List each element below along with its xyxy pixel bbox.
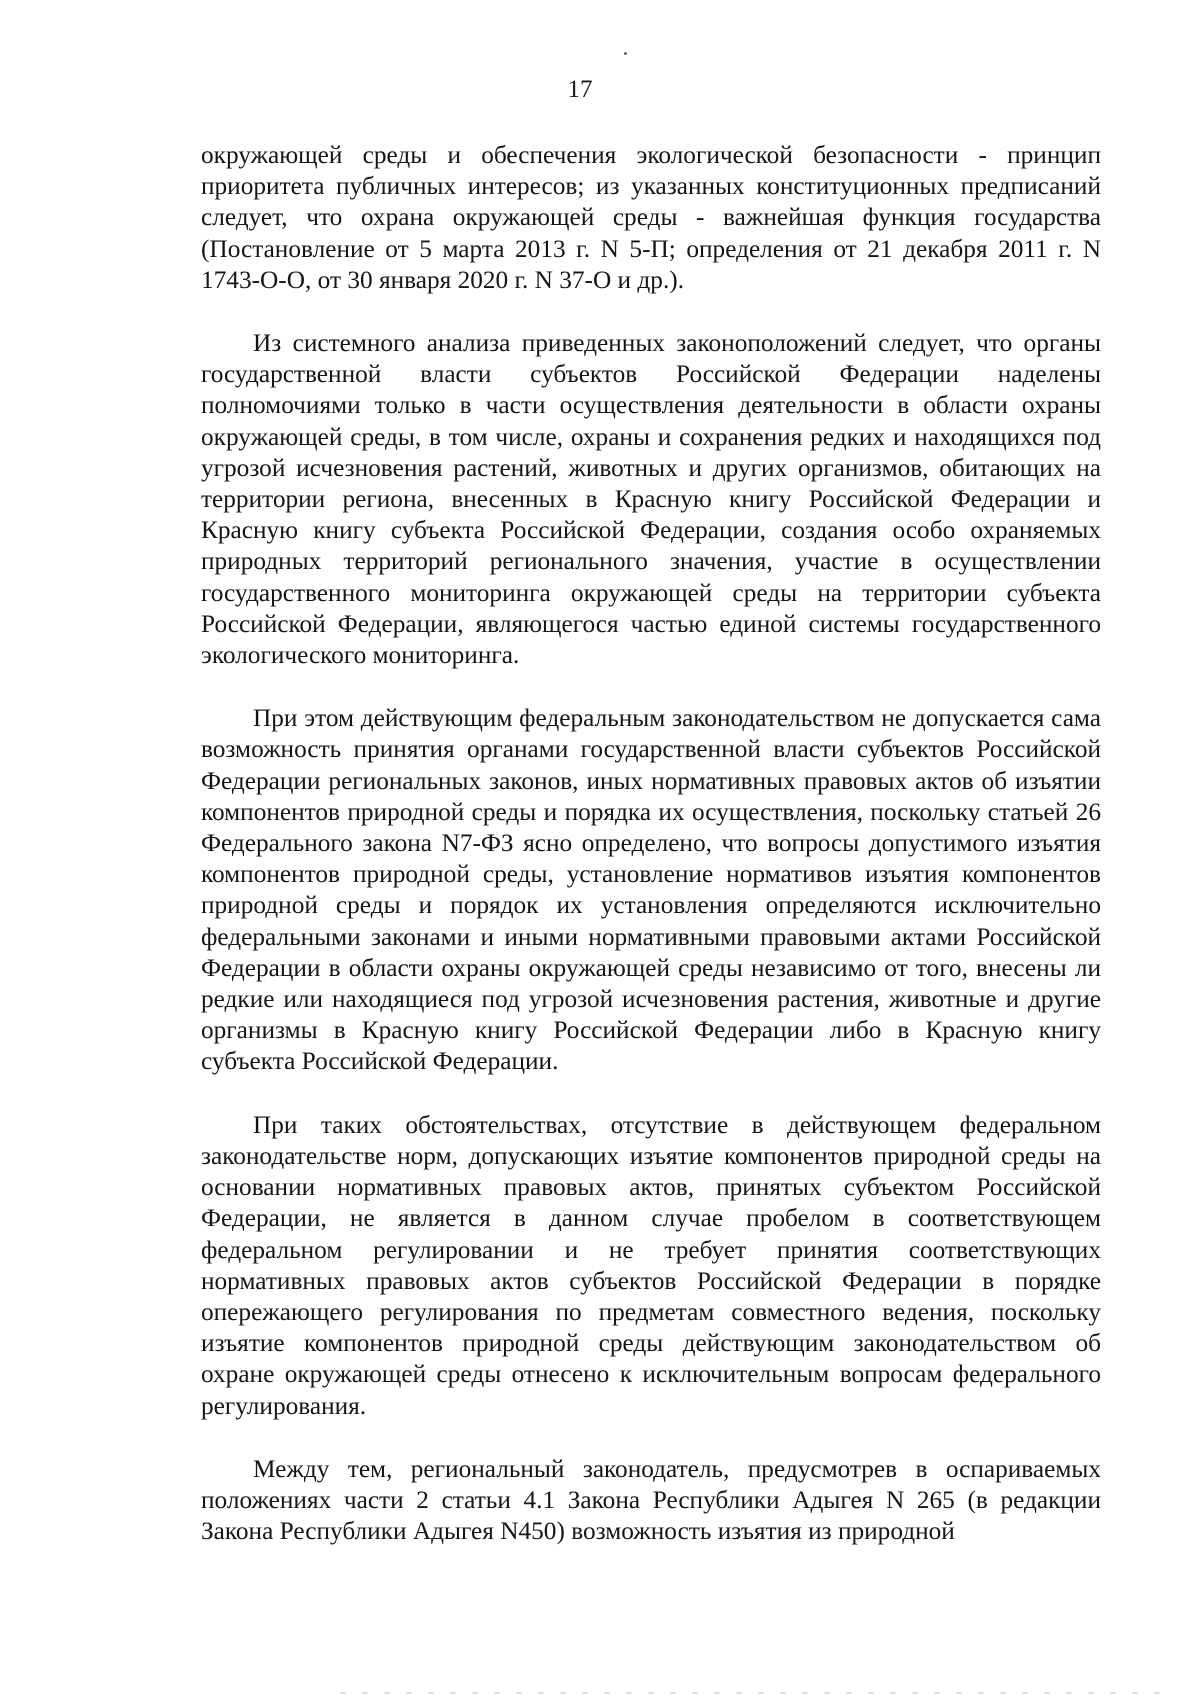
scan-noise-line bbox=[340, 1692, 1160, 1694]
paragraph-continuation: окружающей среды и обеспечения экологической безопасности - принцип приоритета публичных интересов; из указанных конституционных предписаний следует, что охрана окружающей среды - важнейшая функция государства (Постановление от 5 марта 2013 г. N 5-П; определения от 21 декабря 2011 г. N 1743-О-О, от 30 января 2020 г. N 37-О и др.). bbox=[201, 141, 1101, 294]
paragraph-federal-legislation: При этом действующим федеральным законодательством не допускается сама возможность принятия органами государственной власти субъектов Российской Федерации региональных законов, иных нормативных правовых актов об изъятии компонентов природной среды и порядка их осуществления, поскольку статьей 26 Федерального закона N7-ФЗ ясно определено, что вопросы допустимого изъятия компонентов природной среды, установление нормативов изъятия компонентов природной среды и порядок их установления определяются исключительно федеральными законами и иными нормативными правовыми актами Российской Федерации в области охраны окружающей среды независимо от того, внесены ли редкие или находящиеся под угрозой исчезновения растения, животные и другие организмы в Красную книгу Российской Федерации либо в Красную книгу субъекта Российской Федерации. bbox=[201, 704, 1101, 1076]
paragraph-circumstances: При таких обстоятельствах, отсутствие в действующем федеральном законодательстве норм, допускающих изъятие компонентов природной среды на основании нормативных правовых актов, принятых субъектом Российской Федерации, не является в данном случае пробелом в соответствующем федеральном регулировании и не требует принятия соответствующих нормативных правовых актов субъектов Российской Федерации в порядке опережающего регулирования по предметам совместного ведения, поскольку изъятие компонентов природной среды действующим законодательством об охране окружающей среды отнесено к исключительным вопросам федерального регулирования. bbox=[201, 1110, 1101, 1420]
scan-speck bbox=[624, 52, 627, 55]
paragraph-regional-legislator: Между тем, региональный законодатель, предусмотрев в оспариваемых положениях части 2 статьи 4.1 Закона Республики Адыгея N 265 (в редакции Закона Республики Адыгея N450) возможность изъятия из природной bbox=[201, 1454, 1101, 1546]
page-number: 17 bbox=[567, 76, 593, 103]
paragraph-systemic-analysis: Из системного анализа приведенных законоположений следует, что органы государственной власти субъектов Российской Федерации наделены полномочиями только в части осуществления деятельности в области охраны окружающей среды, в том числе, охраны и сохранения редких и находящихся под угрозой исчезновения растений, животных и других организмов, обитающих на территории региона, внесенных в Красную книгу Российской Федерации и Красную книгу субъекта Российской Федерации, создания особо охраняемых природных территорий регионального значения, участие в осуществлении государственного мониторинга окружающей среды на территории субъекта Российской Федерации, являющегося частью единой системы государственного экологического мониторинга. bbox=[201, 329, 1101, 670]
document-body bbox=[201, 140, 1101, 1579]
